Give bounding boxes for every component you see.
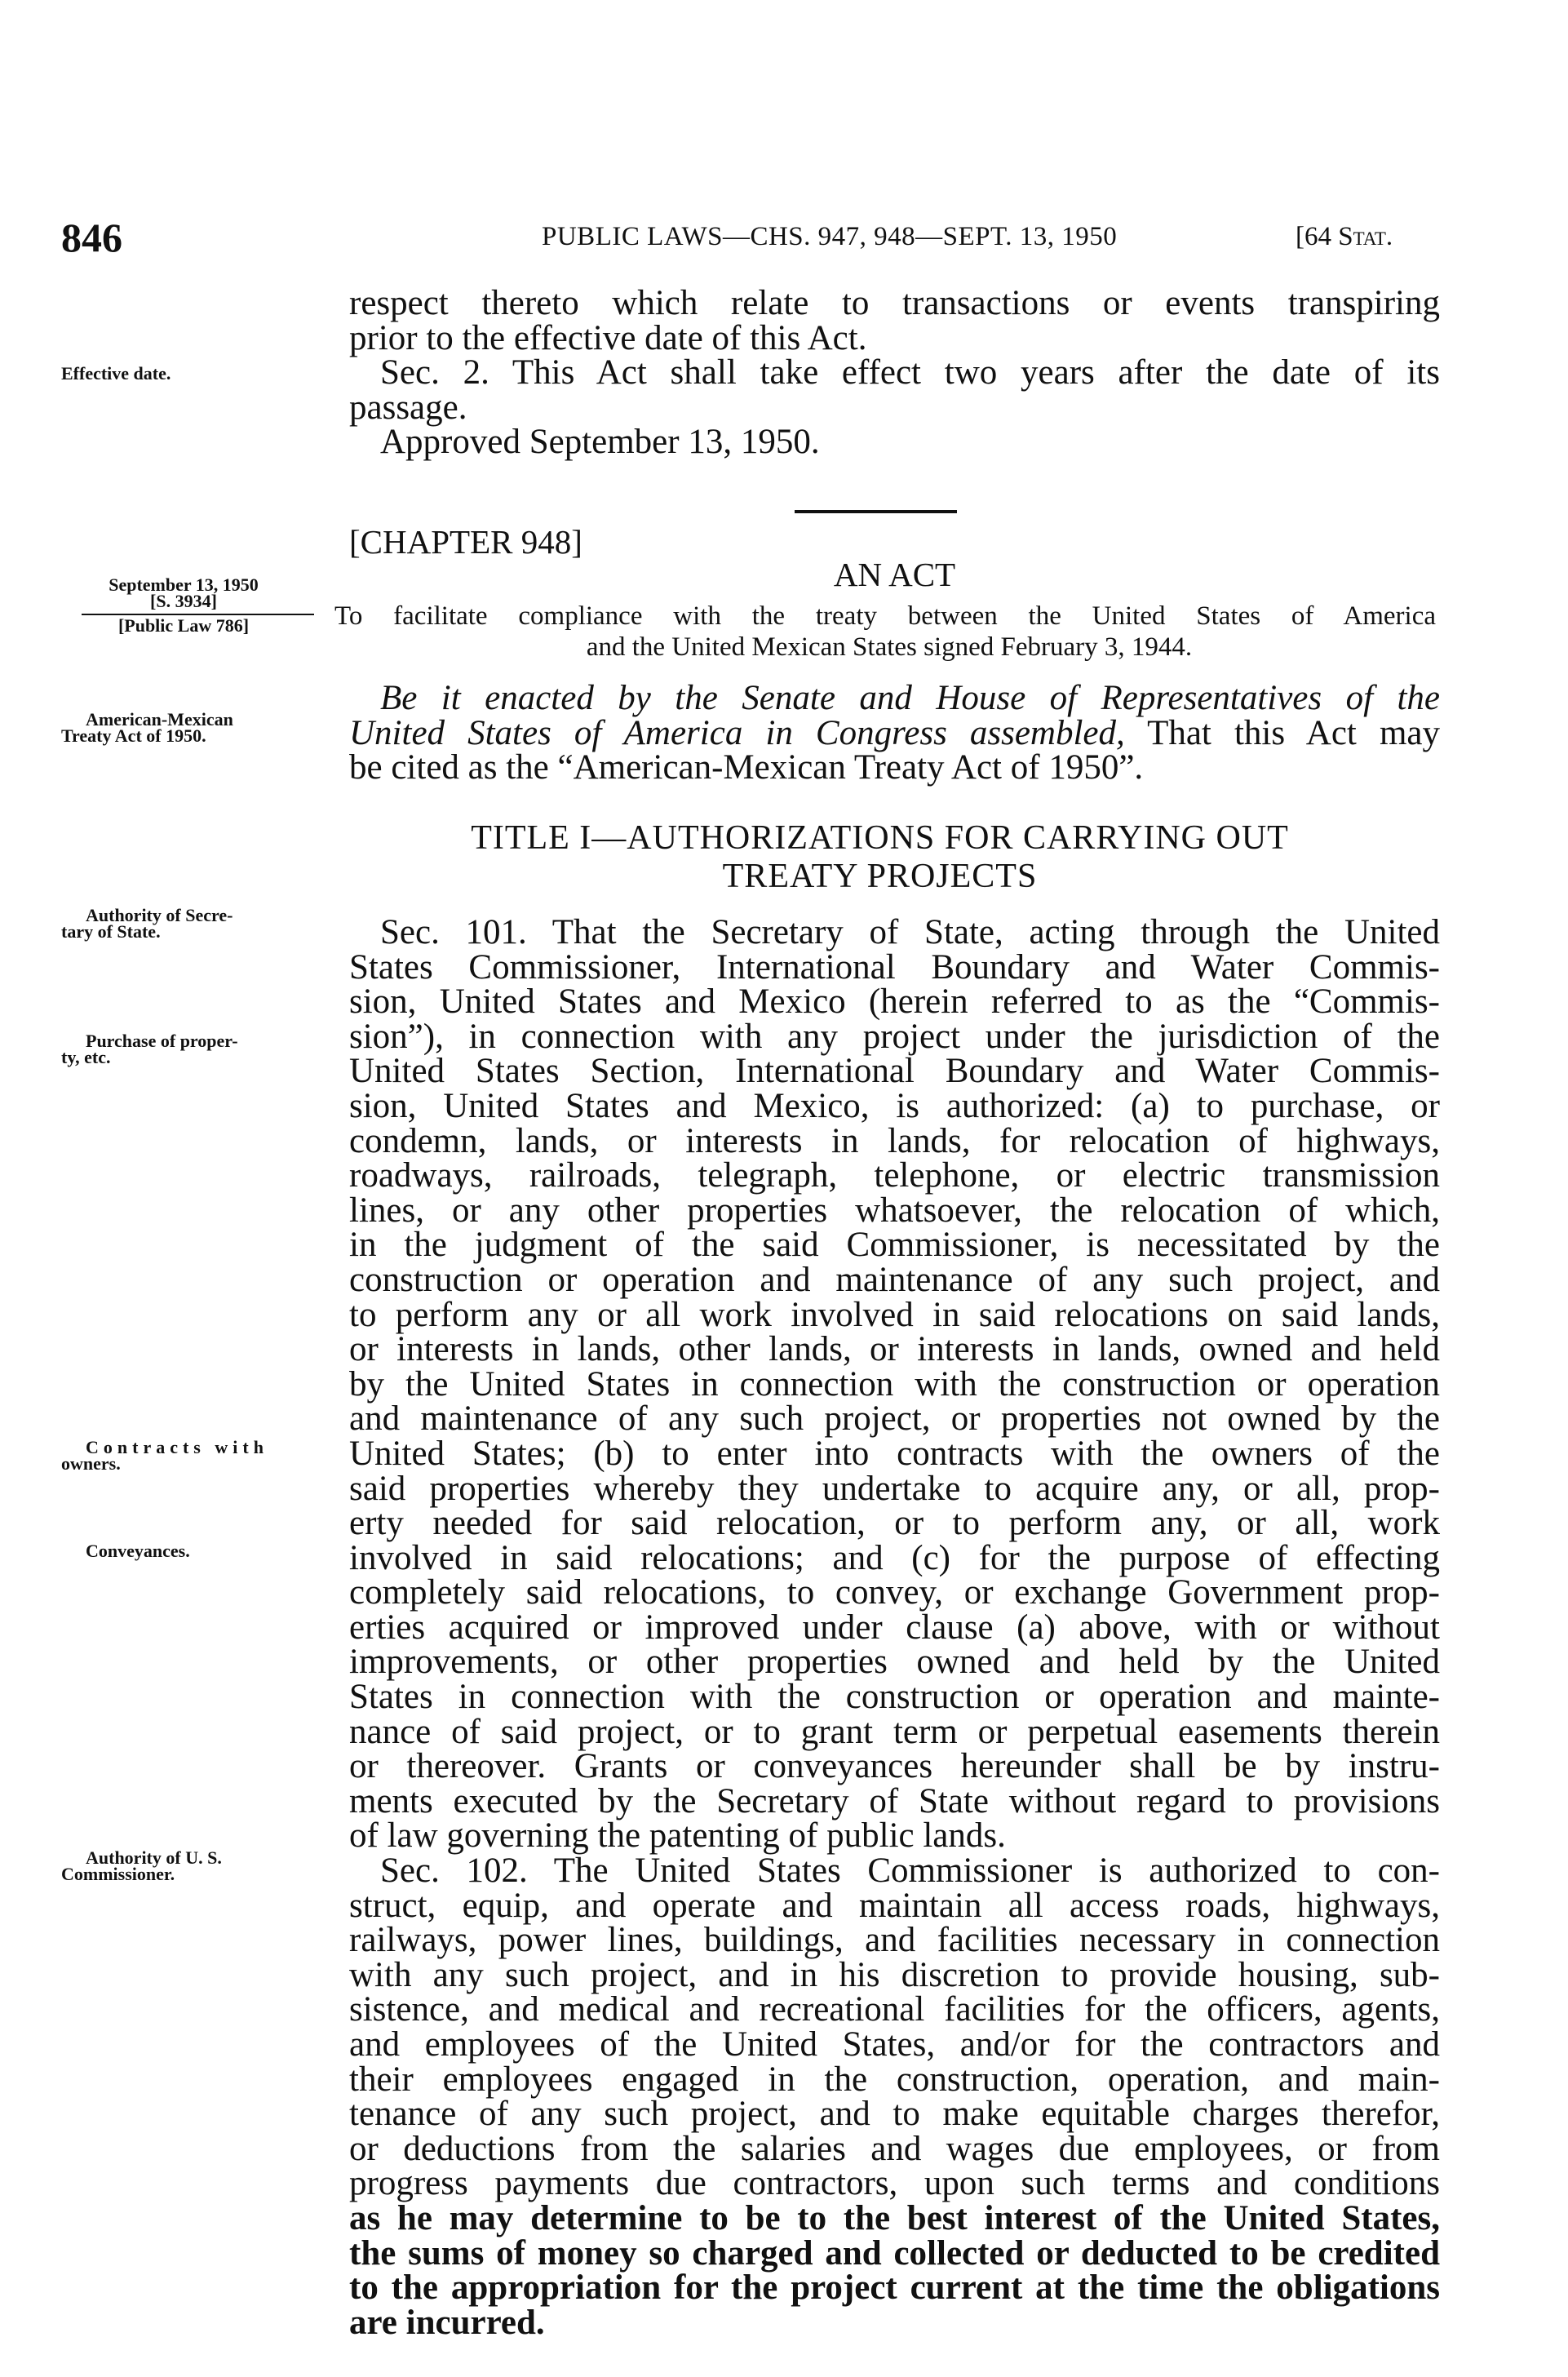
enacting-line bbox=[349, 713, 1440, 752]
text-line: to perform any or all work involved in said relocations on said lands, bbox=[349, 1295, 1440, 1334]
text-line: as he may determine to be to the best interest of the United States, bbox=[349, 2198, 1440, 2237]
page-number: 846 bbox=[61, 215, 122, 260]
margin-note-authority-secretary bbox=[61, 907, 316, 940]
act-heading: AN ACT bbox=[833, 556, 956, 593]
text-line: erty needed for said relocation, or to perform any, or all, work bbox=[349, 1504, 1440, 1543]
text-line: roadways, railroads, telegraph, telephone, or electric transmission bbox=[349, 1156, 1440, 1195]
text-line: respect thereto which relate to transactions or events transpiring bbox=[349, 284, 1440, 322]
text-line: the sums of money so charged and collected or deducted to be credited bbox=[349, 2233, 1440, 2273]
text-line: struct, equip, and operate and maintain all access roads, highways, bbox=[349, 1886, 1440, 1925]
text-line: involved in said relocations; and (c) for the purpose of effecting bbox=[349, 1538, 1440, 1577]
text-line: sistence, and medical and recreational facilities for the officers, agents, bbox=[349, 1990, 1440, 2029]
text-line: Sec. 2. This Act shall take effect two years after the date of its bbox=[380, 353, 1440, 392]
text-line: railways, power lines, buildings, and facilities necessary in connection bbox=[349, 1921, 1440, 1960]
text-line: to the appropriation for the project current at the time the obligations bbox=[349, 2268, 1440, 2308]
text-line: or interests in lands, other lands, or interests in lands, owned and held bbox=[349, 1330, 1440, 1369]
text-line: States in connection with the construction or operation and mainte- bbox=[349, 1678, 1440, 1717]
note-line: American-Mexican bbox=[86, 709, 233, 730]
note-line: tary of State. bbox=[61, 921, 161, 942]
text-line: are incurred. bbox=[349, 2303, 545, 2342]
margin-note-bill-info bbox=[61, 574, 306, 636]
text-line: erties acquired or improved under clause (a) above, with or without bbox=[349, 1608, 1440, 1647]
note-line: [S. 3934] bbox=[150, 591, 217, 611]
text-line: tenance of any such project, and to make equitable charges therefor, bbox=[349, 2095, 1440, 2134]
text-line: and maintenance of any such project, or properties not owned by the bbox=[349, 1399, 1440, 1439]
carryover-text bbox=[349, 286, 1440, 460]
text-line: United States Section, International Boundary and Water Commis- bbox=[349, 1052, 1440, 1091]
enacting-line: be cited as the “American-Mexican Treaty Act of 1950”. bbox=[349, 748, 1144, 787]
text-line: improvements, or other properties owned and held by the United bbox=[349, 1643, 1440, 1682]
margin-note-contracts bbox=[61, 1439, 316, 1472]
text-line: States Commissioner, International Boundary and Water Commis- bbox=[349, 947, 1440, 987]
text-line: sion”), in connection with any project under the jurisdiction of the bbox=[349, 1017, 1440, 1056]
purpose-line: To facilitate compliance with the treaty between the United States of America bbox=[334, 601, 1436, 631]
text-line: sion, United States and Mexico (herein referred to as the “Commis- bbox=[349, 982, 1440, 1022]
enacting-italic: United States of America in Congress assembled, bbox=[349, 713, 1125, 752]
title-line: TITLE I—AUTHORIZATIONS FOR CARRYING OUT bbox=[471, 819, 1289, 857]
note-line: Conveyances. bbox=[86, 1541, 190, 1561]
text-line: progress payments due contractors, upon such terms and conditions bbox=[349, 2164, 1440, 2203]
text-line: United States; (b) to enter into contracts with the owners of the bbox=[349, 1434, 1440, 1473]
text-line: completely said relocations, to convey, or exchange Government prop- bbox=[349, 1573, 1440, 1612]
text-line: construction or operation and maintenance of any such project, and bbox=[349, 1260, 1440, 1299]
enacting-roman: That this Act may bbox=[1124, 713, 1440, 752]
text-line: nance of said project, or to grant term or perpetual easements therein bbox=[349, 1712, 1440, 1751]
note-line: ty, etc. bbox=[61, 1047, 111, 1067]
sections-text bbox=[349, 913, 1440, 2342]
note-line: Purchase of proper- bbox=[86, 1031, 238, 1051]
text-line: by the United States in connection with the construction or operation bbox=[349, 1364, 1440, 1404]
margin-note-effective-date bbox=[61, 363, 316, 384]
text-line: passage. bbox=[349, 388, 467, 427]
note-line: Authority of Secre- bbox=[86, 905, 233, 925]
volume-reference: [64 Stat. bbox=[1296, 222, 1393, 251]
note-line: Contracts with bbox=[86, 1437, 268, 1457]
text-line: or thereover. Grants or conveyances hereunder shall be by instru- bbox=[349, 1747, 1440, 1786]
note-line: Treaty Act of 1950. bbox=[61, 725, 206, 746]
text-line: Approved September 13, 1950. bbox=[380, 423, 820, 462]
enacting-line: Be it enacted by the Senate and House of Representatives of the bbox=[380, 679, 1440, 717]
text-line: or deductions from the salaries and wages due employees, or from bbox=[349, 2129, 1440, 2168]
text-line: Sec. 102. The United States Commissioner is authorized to con- bbox=[380, 1851, 1440, 1891]
text-line: in the judgment of the said Commissioner, is necessitated by the bbox=[349, 1226, 1440, 1265]
margin-note-purchase bbox=[61, 1033, 316, 1066]
chapter-label: [CHAPTER 948] bbox=[349, 523, 582, 561]
title-heading bbox=[334, 819, 1425, 896]
note-line: September 13, 1950 bbox=[109, 574, 259, 595]
text-line: condemn, lands, or interests in lands, for relocation of highways, bbox=[349, 1121, 1440, 1160]
act-purpose bbox=[334, 601, 1436, 663]
text-line: of law governing the patenting of public lands. bbox=[349, 1816, 1006, 1856]
text-line: ments executed by the Secretary of State without regard to provisions bbox=[349, 1781, 1440, 1820]
margin-note-conveyances bbox=[61, 1543, 316, 1559]
title-line: TREATY PROJECTS bbox=[722, 858, 1038, 895]
text-line: Sec. 101. That the Secretary of State, acting through the United bbox=[380, 913, 1440, 951]
purpose-line: and the United Mexican States signed February 3, 1944. bbox=[586, 632, 1193, 662]
text-line: their employees engaged in the construction, operation, and main- bbox=[349, 2060, 1440, 2099]
note-line: [Public Law 786] bbox=[117, 615, 250, 636]
margin-note-short-title bbox=[61, 709, 316, 746]
text-line: with any such project, and in his discretion to provide housing, sub- bbox=[349, 1955, 1440, 1994]
text-line: prior to the effective date of this Act. bbox=[349, 318, 867, 357]
text-line: and employees of the United States, and/or for the contractors and bbox=[349, 2025, 1440, 2064]
margin-note-authority-commissioner bbox=[61, 1847, 316, 1884]
note-line: Effective date. bbox=[61, 363, 171, 384]
text-line: lines, or any other properties whatsoever, the relocation of which, bbox=[349, 1191, 1440, 1230]
note-line: Authority of U. S. bbox=[86, 1847, 222, 1868]
running-head: PUBLIC LAWS—CHS. 947, 948—SEPT. 13, 1950 bbox=[542, 222, 1118, 251]
enacting-clause bbox=[349, 681, 1440, 786]
text-line: said properties whereby they undertake to acquire any, or all, prop- bbox=[349, 1469, 1440, 1508]
note-line: Commissioner. bbox=[61, 1864, 175, 1884]
text-line: sion, United States and Mexico, is authorized: (a) to purchase, or bbox=[349, 1086, 1440, 1125]
section-divider bbox=[795, 510, 957, 513]
note-line: owners. bbox=[61, 1453, 121, 1474]
margin-rule bbox=[82, 614, 314, 615]
